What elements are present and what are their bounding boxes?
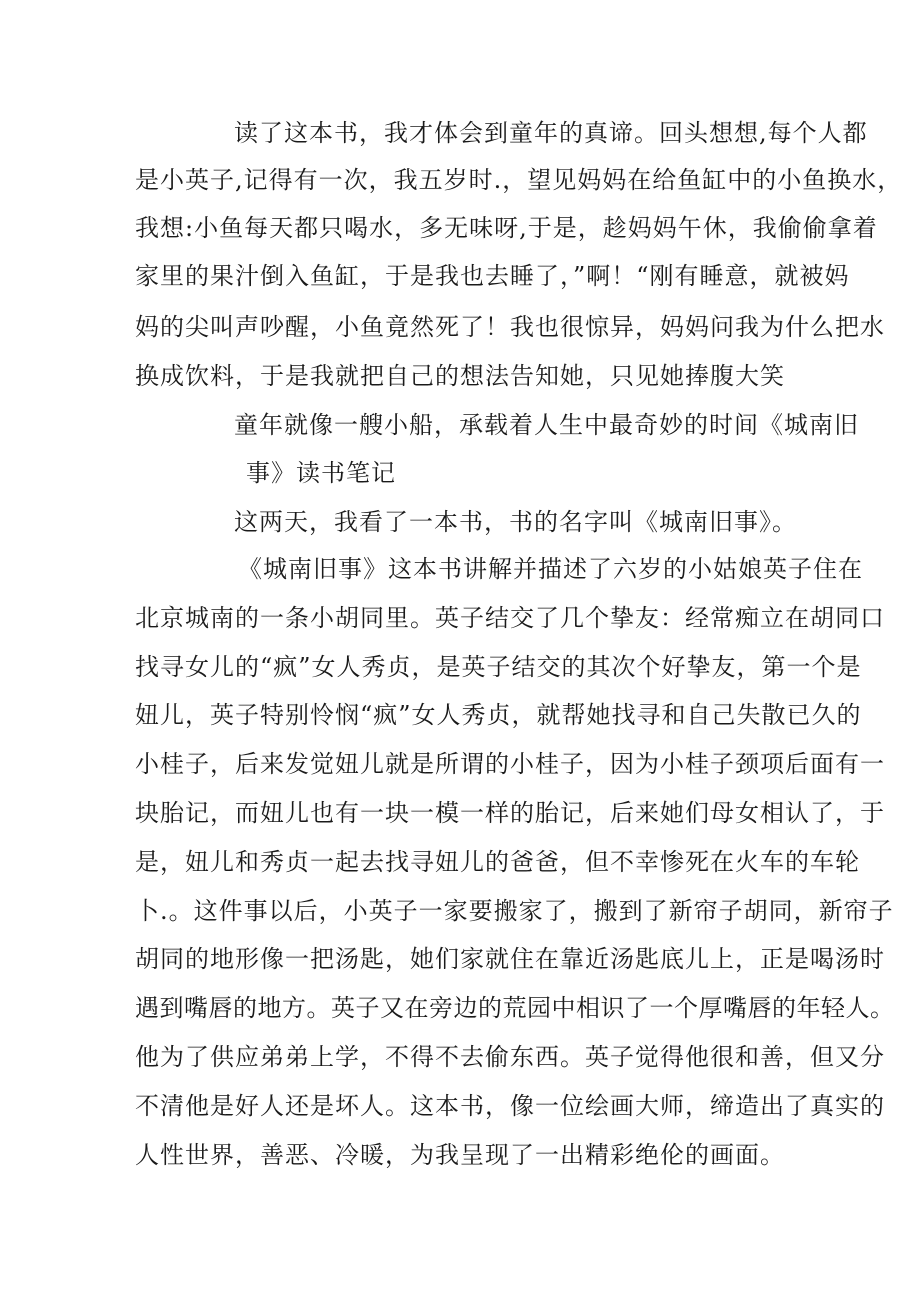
paragraph-3-line-6: 块胎记，而妞儿也有一块一模一样的胎记，后来她们母女相认了，于 [135, 799, 885, 827]
paragraph-2-line-1: 这两天，我看了一本书，书的名字叫《城南旧事》。 [234, 508, 797, 536]
paragraph-3-line-4: 妞儿，英子特别怜悯“疯”女人秀贞，就帮她找寻和自己失散已久的 [135, 701, 862, 729]
paragraph-1-line-1: 读了这本书，我才体会到童年的真谛。回头想想,每个人都 [234, 119, 868, 147]
paragraph-3-line-9: 胡同的地形像一把汤匙，她们家就住在靠近汤匙底儿上，正是喝汤时 [135, 945, 885, 973]
paragraph-1-line-6: 换成饮料，于是我就把自己的想法告知她，只见她捧腹大笑 [135, 362, 785, 390]
paragraph-3-line-13: 人性世界，善恶、冷暖，为我呈现了一出精彩绝伦的画面。 [135, 1141, 785, 1169]
paragraph-3-line-1: 《城南旧事》这本书讲解并描述了六岁的小姑娘英子住在 [238, 555, 863, 583]
paragraph-3-line-10: 遇到嘴唇的地方。英子又在旁边的荒园中相识了一个厚嘴唇的年轻人。 [135, 994, 895, 1022]
paragraph-3-line-3: 找寻女儿的“疯”女人秀贞，是英子结交的其次个好挚友，第一个是 [135, 653, 862, 681]
paragraph-1-line-4: 家里的果汁倒入鱼缸，于是我也去睡了，”啊！“刚有睡意，就被妈 [135, 262, 850, 290]
title-line-2: 事》读书笔记 [246, 459, 396, 487]
paragraph-1-line-2: 是小英子,记得有一次，我五岁时.，望见妈妈在给鱼缸中的小鱼换水， [135, 166, 903, 194]
paragraph-1-line-5: 妈的尖叫声吵醒，小鱼竟然死了！我也很惊异，妈妈问我为什么把水 [135, 313, 885, 341]
paragraph-3-line-11: 他为了供应弟弟上学，不得不去偷东西。英子觉得他很和善，但又分 [135, 1043, 885, 1071]
paragraph-3-line-2: 北京城南的一条小胡同里。英子结交了几个挚友：经常痴立在胡同口 [135, 604, 885, 632]
paragraph-3-line-8: 卜.。这件事以后，小英子一家要搬家了，搬到了新帘子胡同，新帘子 [135, 897, 894, 925]
paragraph-3-line-7: 是，妞儿和秀贞一起去找寻妞儿的爸爸，但不幸惨死在火车的车轮 [135, 848, 860, 876]
paragraph-3-line-12: 不清他是好人还是坏人。这本书，像一位绘画大师，缔造出了真实的 [135, 1092, 885, 1120]
paragraph-1-line-3: 我想:小鱼每天都只喝水，多无味呀,于是，趁妈妈午休，我偷偷拿着 [135, 214, 878, 242]
title-line-1: 童年就像一艘小船，承载着人生中最奇妙的时间《城南旧 [234, 411, 859, 439]
paragraph-3-line-5: 小桂子，后来发觉妞儿就是所谓的小桂子，因为小桂子颈项后面有一 [135, 750, 885, 778]
